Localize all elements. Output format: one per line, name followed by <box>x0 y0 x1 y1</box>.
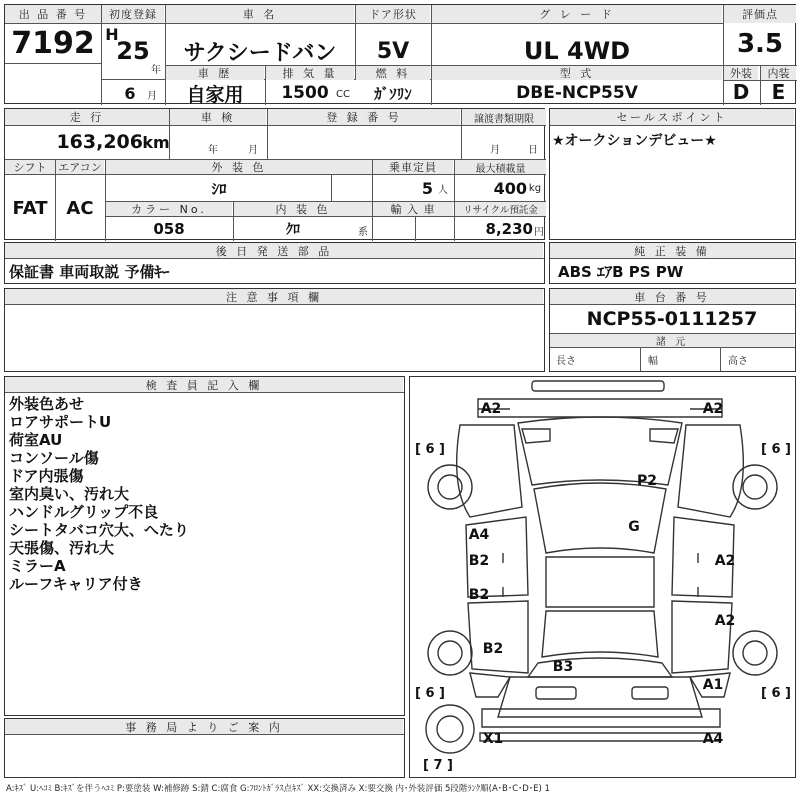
mark-a1: A1 <box>702 677 724 693</box>
office-panel <box>4 718 405 778</box>
tire-front-right-tread: [ 6 ] <box>761 441 791 457</box>
spec-length-label: 長さ <box>556 355 576 367</box>
int-color: ｸﾛ <box>286 222 300 238</box>
registration-year-unit: 年 <box>151 64 161 76</box>
tire-front-left-tread: [ 6 ] <box>415 441 445 457</box>
mileage: 163,206 <box>56 131 143 153</box>
specs-label: 諸 元 <box>550 334 794 347</box>
reg-number-label: 登 録 番 号 <box>268 109 460 125</box>
ext-score-label: 外装 <box>724 66 758 80</box>
tire-rear-right-tread: [ 6 ] <box>761 685 791 701</box>
score-label: 評価点 <box>724 5 796 23</box>
sales-point-panel <box>549 108 796 240</box>
remark-line: 室内臭い、汚れ大 <box>9 485 130 503</box>
door-type: 5V <box>376 38 410 64</box>
ext-color-label: 外 装 色 <box>106 160 372 174</box>
vehicle-info-panel <box>4 108 545 240</box>
damage-code-legend: A:ｷｽﾞ U:ﾍｺﾐ B:ｷｽﾞを伴うﾍｺﾐ P:要塗装 W:補修跡 S:錆 C:腐食 G:ﾌﾛﾝﾄｶﾞﾗｽ点ｷｽﾞ XX:交換済み X:要交換 内･外装評価 5段階ﾗﾝｸ順(A･B･C･D･E) 1 <box>6 784 550 794</box>
registration-month: 6 <box>124 83 136 103</box>
mark-b2-left-3: B2 <box>482 641 504 657</box>
aircon-label: エアコン <box>56 160 104 174</box>
capacity: 5 <box>421 178 433 198</box>
remark-line: ルーフキャリア付き <box>9 575 143 593</box>
registration-year: 25 <box>116 37 150 65</box>
mark-b3: B3 <box>552 659 574 675</box>
import-label: 輸 入 車 <box>373 202 453 216</box>
inspection-year-unit: 年 <box>208 144 218 156</box>
color-no: 058 <box>153 220 185 238</box>
recycle: 8,230 <box>485 220 533 238</box>
inspector-label: 検 査 員 記 入 欄 <box>5 377 403 392</box>
ext-color: ｼﾛ <box>211 179 227 198</box>
lot-label: 出 品 番 号 <box>5 5 101 23</box>
equipment: ABS ｴｱB PS PW <box>558 262 684 281</box>
remark-line: 天張傷、汚れ大 <box>9 539 115 557</box>
office-label: 事 務 局 よ り ご 案 内 <box>5 719 403 734</box>
grade-label: グ レ ー ド <box>432 5 722 23</box>
displacement: 1500 <box>281 83 329 103</box>
aircon: AC <box>66 197 94 219</box>
int-color-label: 内 装 色 <box>234 202 372 216</box>
capacity-unit: 人 <box>438 184 448 196</box>
remark-line: シートタバコ穴大、へたり <box>9 521 189 539</box>
later-parts-panel <box>4 242 545 284</box>
shift: FAT <box>12 197 48 219</box>
spec-height-label: 高さ <box>728 355 748 367</box>
int-color-unit: 系 <box>358 226 368 238</box>
notes-label: 注 意 事 項 欄 <box>5 289 543 304</box>
equipment-label: 純 正 装 備 <box>550 243 794 258</box>
fuel: ｶﾞｿﾘﾝ <box>374 84 412 103</box>
car-name-label: 車 名 <box>166 5 354 23</box>
mark-x1: X1 <box>482 731 504 747</box>
remark-line: 荷室AU <box>9 431 63 449</box>
recycle-label: リサイクル預託金 <box>455 202 546 216</box>
history: 自家用 <box>186 83 244 106</box>
inspector-panel <box>4 376 405 716</box>
spec-width-label: 幅 <box>648 355 658 367</box>
model-label: 型 式 <box>432 66 722 80</box>
later-parts: 保証書 車両取説 予備ｷｰ <box>9 262 170 281</box>
transfer-day-unit: 日 <box>528 144 538 156</box>
remark-line: 外装色あせ <box>9 395 85 413</box>
model: DBE-NCP55V <box>516 83 638 103</box>
transfer-month-unit: 月 <box>490 144 500 156</box>
mark-a4-rear: A4 <box>702 731 724 747</box>
car-diagram-panel <box>409 376 796 778</box>
score: 3.5 <box>736 29 784 59</box>
fuel-label: 燃 料 <box>356 66 430 80</box>
registration-label: 初度登録 <box>102 5 164 23</box>
max-load-unit: kg <box>528 182 542 194</box>
mileage-label: 走 行 <box>5 109 169 125</box>
equipment-panel <box>549 242 796 284</box>
max-load-label: 最大積載量 <box>455 160 546 174</box>
inspection-month-unit: 月 <box>248 144 258 156</box>
tire-rear-left-tread: [ 6 ] <box>415 685 445 701</box>
mark-a2-front-left: A2 <box>480 401 502 417</box>
registration-month-unit: 月 <box>147 90 157 102</box>
lot-number: 7192 <box>11 25 95 61</box>
color-no-label: カラー No. <box>106 202 232 216</box>
car-name: サクシードバン <box>183 40 337 66</box>
int-score: E <box>771 80 786 104</box>
car-outline-diagram <box>410 377 795 777</box>
int-score-label: 内装 <box>761 66 796 80</box>
spare-tire-tread: [ 7 ] <box>423 757 453 773</box>
mark-a2-right-1: A2 <box>714 553 736 569</box>
inspection-label: 車 検 <box>170 109 266 125</box>
later-parts-label: 後 日 発 送 部 品 <box>5 243 543 258</box>
shift-label: シフト <box>5 160 55 174</box>
remark-line: ミラーA <box>9 557 66 575</box>
sales-point: ★オークションデビュー★ <box>552 133 717 149</box>
capacity-label: 乗車定員 <box>373 160 453 174</box>
mark-b2-left-2: B2 <box>468 587 490 603</box>
inspector-remarks <box>9 395 189 593</box>
remark-line: コンソール傷 <box>9 449 99 467</box>
mark-a2-right-2: A2 <box>714 613 736 629</box>
displacement-unit: CC <box>336 88 350 100</box>
chassis-number: NCP55-0111257 <box>586 308 758 330</box>
remark-line: ドア内張傷 <box>9 467 84 485</box>
door-label: ドア形状 <box>356 5 430 23</box>
max-load: 400 <box>493 178 527 198</box>
mileage-unit: km <box>142 132 170 152</box>
mark-p2: P2 <box>636 473 657 489</box>
grade: UL 4WD <box>523 37 631 65</box>
registration-era: H <box>105 24 119 44</box>
mark-a2-front-right: A2 <box>702 401 724 417</box>
chassis-label: 車 台 番 号 <box>550 289 794 304</box>
mark-a4: A4 <box>468 527 490 543</box>
sales-point-label: セールスポイント <box>550 109 794 125</box>
remark-line: ロアサポートU <box>9 413 112 431</box>
history-label: 車 歴 <box>166 66 264 80</box>
header-panel <box>4 4 796 104</box>
mark-b2-left-1: B2 <box>468 553 490 569</box>
recycle-unit: 円 <box>534 226 544 238</box>
displacement-label: 排 気 量 <box>266 66 354 80</box>
ext-score: D <box>732 80 750 104</box>
mark-g: G <box>628 519 640 535</box>
transfer-label: 譲渡書類期限 <box>462 109 546 125</box>
remark-line: ハンドルグリップ不良 <box>9 503 159 521</box>
notes-panel <box>4 288 545 372</box>
chassis-panel <box>549 288 796 372</box>
